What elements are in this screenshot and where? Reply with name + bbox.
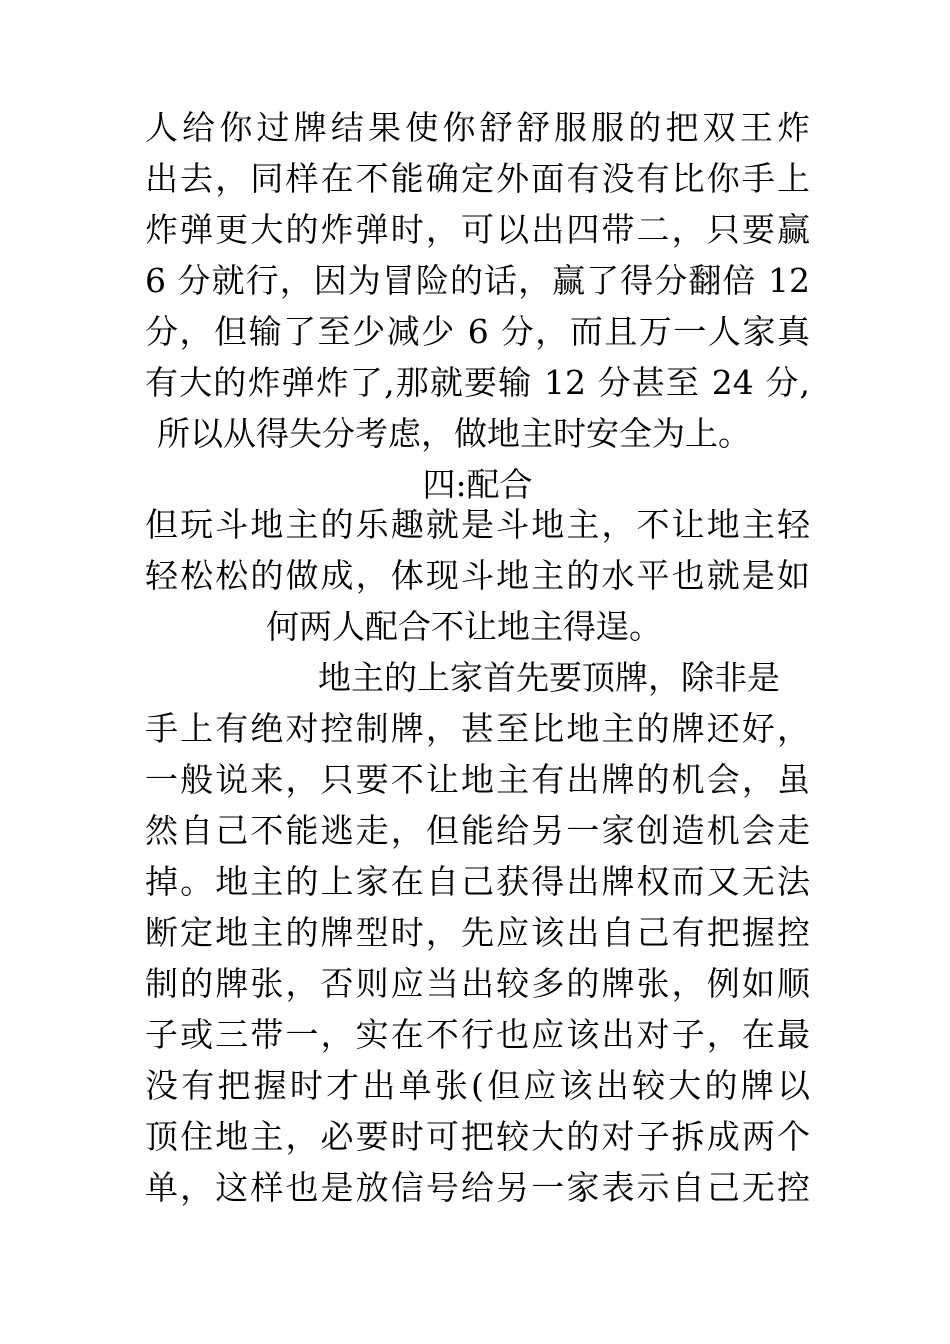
section-heading: 四:配合 [422,465,533,504]
text-line-1: 人给你过牌结果使你舒舒服服的把双王炸 [145,108,810,147]
text-line-15: 然自己不能逃走，但能给另一家创造机会走 [145,811,810,850]
text-line-3: 炸弹更大的炸弹时，可以出四带二，只要赢 [145,210,810,249]
text-line-21: 顶住地主，必要时可把较大的对子拆成两个 [145,1117,810,1156]
text-line-14: 一般说来，只要不让地主有出牌的机会，虽 [145,760,810,799]
text-line-11: 何两人配合不让地主得逞。 [266,607,662,646]
text-line-6: 有大的炸弹炸了,那就要输 12 分甚至 24 分, [145,363,810,402]
text-line-10: 轻松松的做成，体现斗地主的水平也就是如 [145,556,810,595]
text-line-5: 分，但输了至少减少 6 分，而且万一人家真 [145,312,810,351]
text-line-9: 但玩斗地主的乐趣就是斗地主，不让地主轻 [145,505,810,544]
text-line-13: 手上有绝对控制牌，甚至比地主的牌还好， [145,709,810,748]
text-line-4: 6 分就行，因为冒险的话，赢了得分翻倍 12 [145,261,810,300]
text-line-19: 子或三带一，实在不行也应该出对子，在最 [145,1015,810,1054]
paragraph-start-line: 地主的上家首先要顶牌，除非是 [318,658,780,697]
text-line-2: 出去，同样在不能确定外面有没有比你手上 [145,159,810,198]
text-line-7: 所以从得失分考虑，做地主时安全为上。 [157,414,751,453]
text-line-17: 断定地主的牌型时，先应该出自己有把握控 [145,913,810,952]
text-line-16: 掉。地主的上家在自己获得出牌权而又无法 [145,862,810,901]
text-line-18: 制的牌张，否则应当出较多的牌张，例如顺 [145,964,810,1003]
text-line-20: 没有把握时才出单张(但应该出较大的牌以 [145,1066,810,1105]
text-line-22: 单，这样也是放信号给另一家表示自己无控 [145,1168,810,1207]
